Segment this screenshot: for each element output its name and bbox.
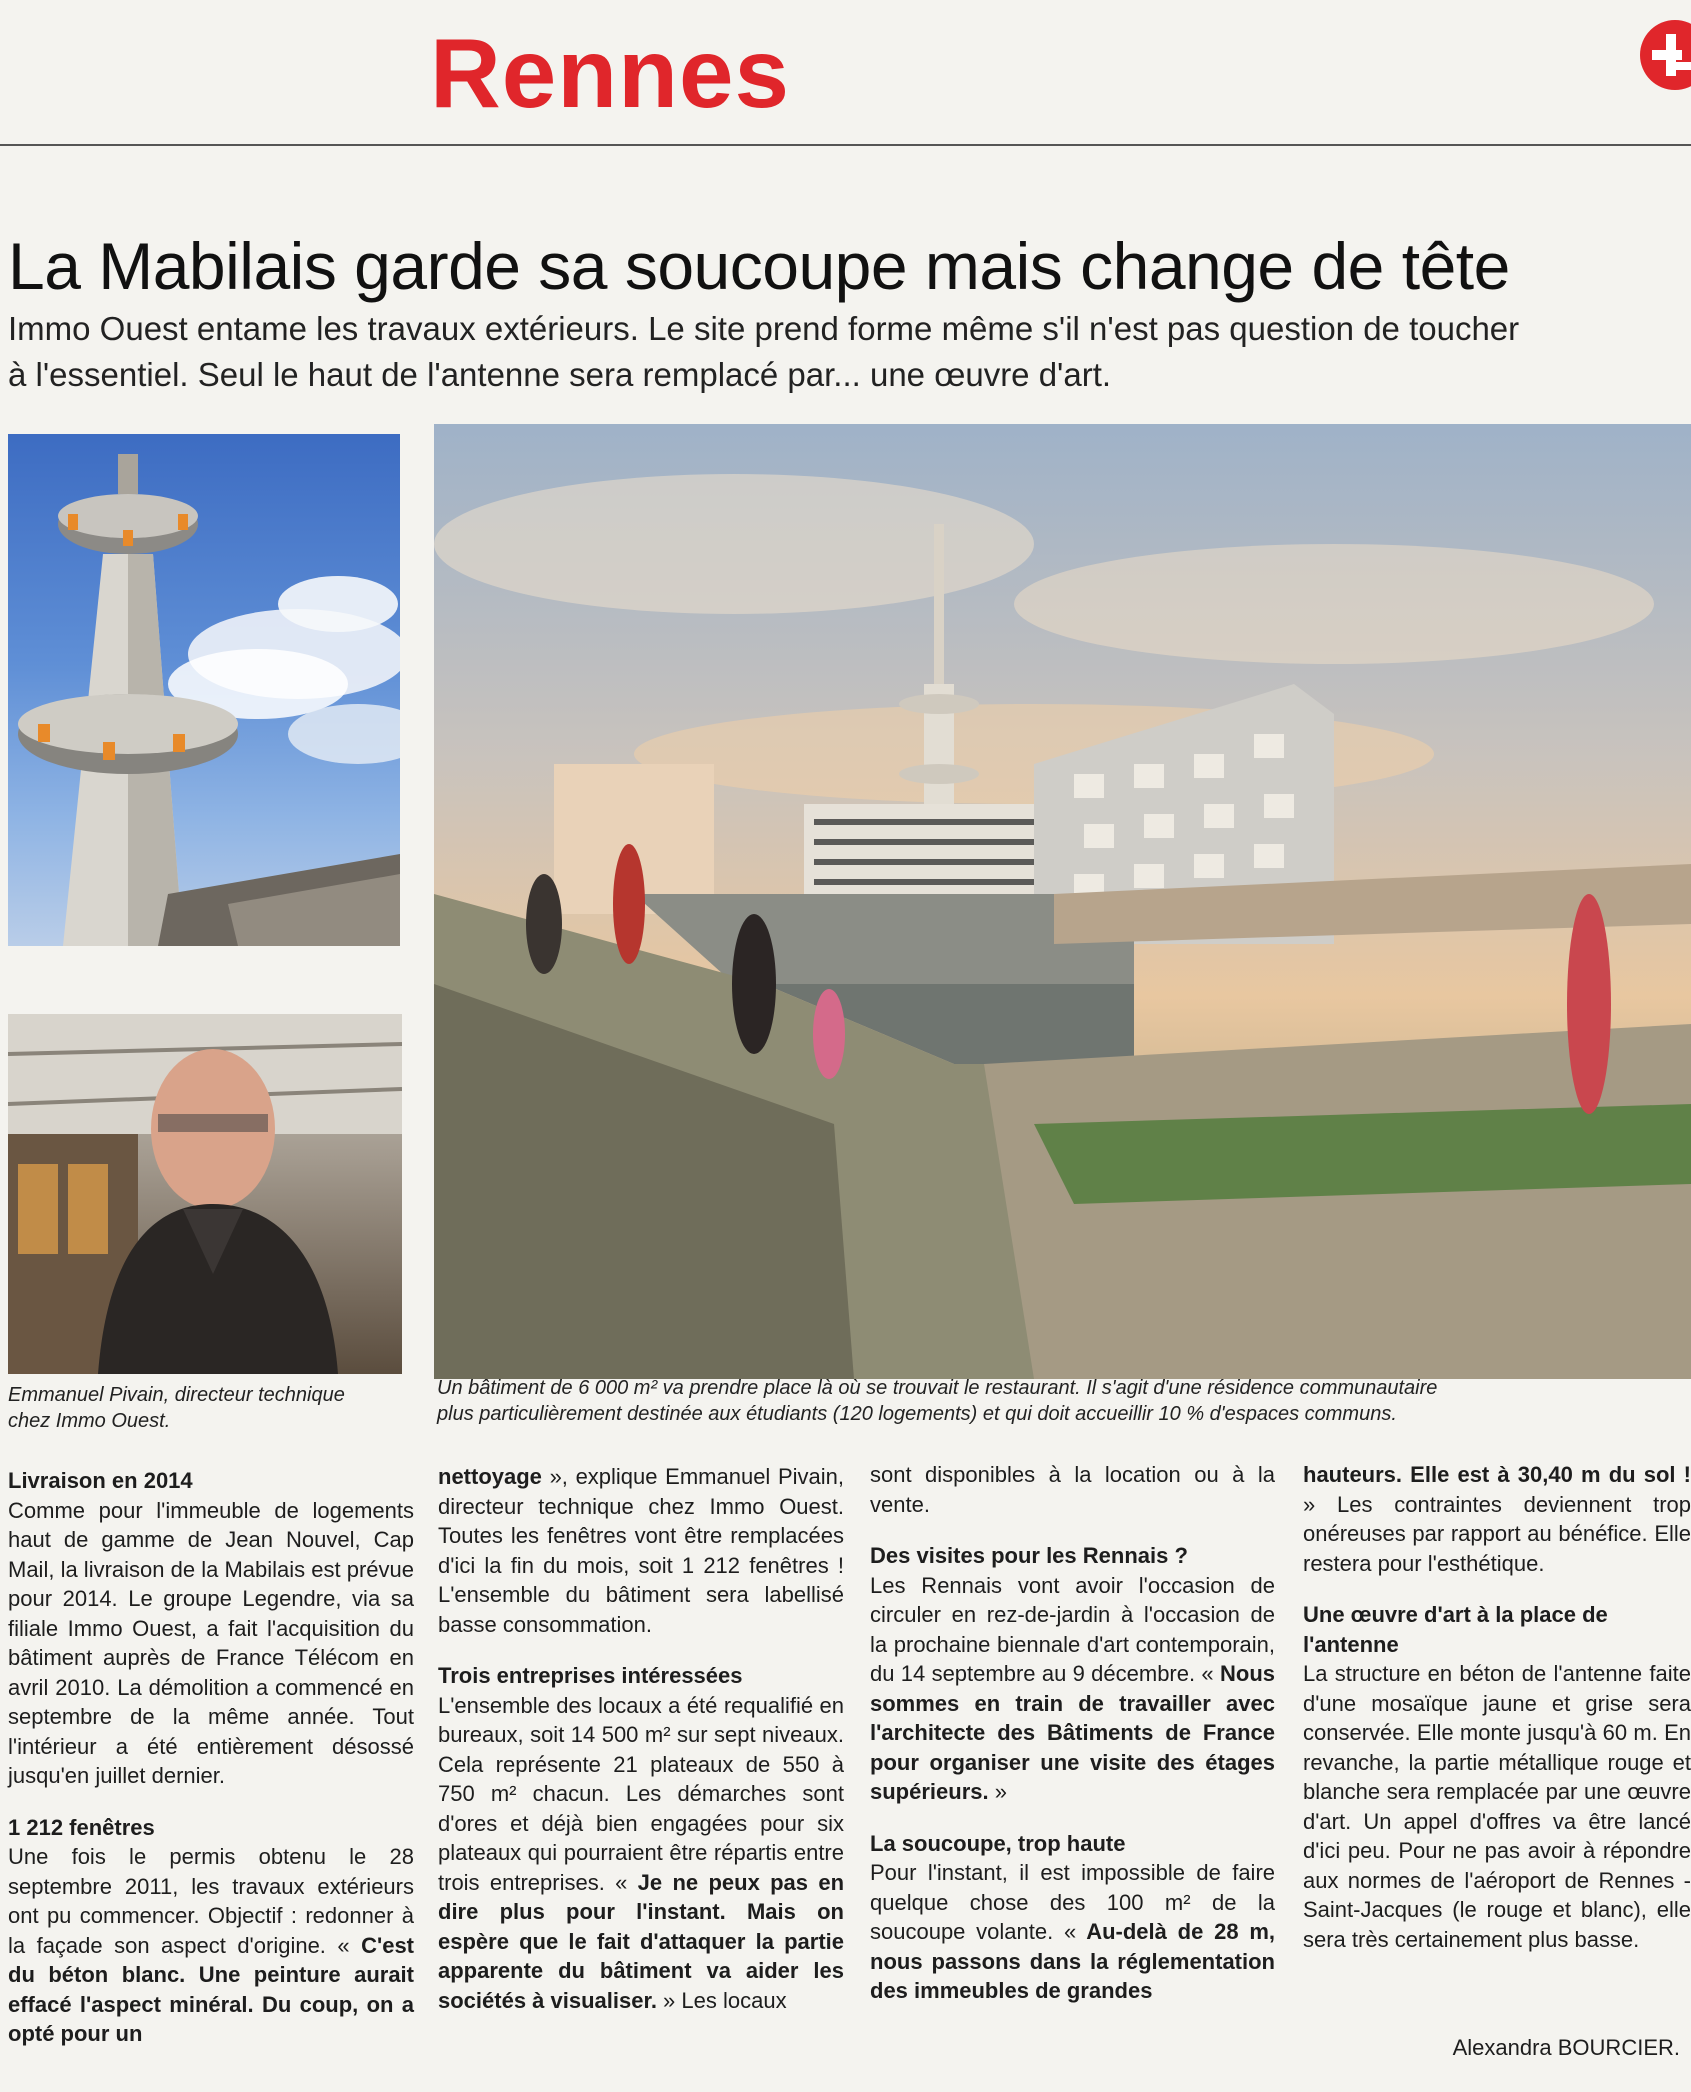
caption-line: plus particulièrement destinée aux étudiants (120 logements) et qui doit accueillir 10 % d'espaces communs. xyxy=(437,1403,1397,1425)
quote-text: C'est du béton blanc. Une peinture aurait effacé l'aspect minéral. Du coup, on a opté pour un xyxy=(8,1932,415,2046)
newspaper-logo-icon xyxy=(1640,20,1691,90)
paragraph-text: », explique Emmanuel Pivain, directeur technique chez Immo Ouest. Toutes les fenêtres vont être remplacées d'ici la fin du mois, soit 1 212 fenêtres ! L'ensemble du bâtiment sera labellisé basse consommation. xyxy=(438,1464,844,1637)
paragraph-text: Pour l'instant, il est impossible de faire quelque chose des 100 m² de la soucoupe volante. « xyxy=(870,1860,1275,1944)
paragraph xyxy=(438,1462,844,1639)
paragraph: La structure en béton de l'antenne faite d'une mosaïque jaune et grise sera conservée. Elle monte jusqu'à 60 m. En revanche, la partie métallique rouge et blanche sera remplacée par une œuvre d'art. Un appel d'offres va être lancé d'ici peu. Pour ne pas avoir à répondre aux normes de l'aéroport de Rennes - Saint-Jacques (le rouge et blanc), elle sera très certainement plus basse. xyxy=(1303,1661,1691,1952)
article-column-4 xyxy=(1303,1460,1691,1954)
article-standfirst xyxy=(8,306,1658,398)
portrait-photo xyxy=(8,1014,402,1374)
subheading: Trois entreprises intéressées xyxy=(438,1663,743,1688)
tower-photo xyxy=(8,434,400,946)
quote-text: hauteurs. Elle est à 30,40 m du sol ! xyxy=(1303,1462,1691,1487)
article-column-3 xyxy=(870,1460,1275,2006)
paragraph-text: » xyxy=(988,1779,1007,1804)
quote-text: Au-delà de 28 m, nous passons dans la réglementation des immeubles de grandes xyxy=(870,1919,1275,2003)
render-caption xyxy=(437,1375,1677,1427)
caption-line: chez Immo Ouest. xyxy=(8,1410,171,1432)
article-headline: La Mabilais garde sa soucoupe mais change de tête xyxy=(8,229,1510,303)
paragraph-text: Une fois le permis obtenu le 28 septembre 2011, les travaux extérieurs ont pu commencer. Objectif : redonner à la façade son aspect d'origine. « xyxy=(8,1844,414,1958)
subheading: Livraison en 2014 xyxy=(8,1468,193,1493)
paragraph-text: » Les locaux xyxy=(656,1987,787,2013)
subheading: La soucoupe, trop haute xyxy=(870,1830,1126,1856)
portrait-caption xyxy=(8,1382,408,1434)
header-divider xyxy=(0,144,1691,146)
paragraph-text: L'ensemble des locaux a été requalifié en bureaux, soit 14 500 m² sur sept niveaux. Cela représente 21 plateaux de 550 à 750 m² chacun. Les démarches sont d'ores et déjà bien engagées pour six plateaux qui pourraient être répartis entre trois entreprises. « xyxy=(438,1692,844,1895)
paragraph: Comme pour l'immeuble de logements haut de gamme de Jean Nouvel, Cap Mail, la livraison de la Mabilais est prévue pour 2014. Le groupe Legendre, via sa filiale Immo Ouest, a fait l'acquisition du bâtiment auprès de France Télécom en avril 2010. La démolition a commencé en septembre de la même année. Tout l'intérieur a été entièrement désossé jusqu'en juillet dernier. xyxy=(8,1497,414,1788)
paragraph xyxy=(438,1691,844,2016)
paragraph xyxy=(8,1842,414,2049)
paragraph xyxy=(870,1858,1275,2006)
quote-text: Nous sommes en train de travailler avec l'architecte des Bâtiments de France pour organiser une visite des étages supérieurs. xyxy=(870,1661,1275,1804)
paragraph: sont disponibles à la location ou à la vente. xyxy=(870,1462,1275,1517)
quote-text: nettoyage xyxy=(438,1464,542,1489)
architectural-render-photo xyxy=(434,424,1691,1379)
caption-line: Emmanuel Pivain, directeur technique xyxy=(8,1384,345,1406)
article-column-2 xyxy=(438,1462,844,2015)
caption-line: Un bâtiment de 6 000 m² va prendre place là où se trouvait le restaurant. Il s'agit d'une résidence communautaire xyxy=(437,1377,1438,1399)
subheading: 1 212 fenêtres xyxy=(8,1814,155,1840)
quote-text: Je ne peux pas en dire plus pour l'instant. Mais on espère que le fait d'attaquer la partie apparente du bâtiment va aider les sociétés à visualiser. xyxy=(438,1869,845,2013)
standfirst-line: à l'essentiel. Seul le haut de l'antenne sera remplacé par... une œuvre d'art. xyxy=(8,356,1112,393)
article-column-1 xyxy=(8,1466,414,2049)
paragraph xyxy=(1303,1460,1691,1578)
paragraph-text: Les Rennais vont avoir l'occasion de circuler en rez-de-jardin à l'occasion de la prochaine biennale d'art contemporain, du 14 septembre au 9 décembre. « xyxy=(870,1572,1275,1686)
standfirst-line: Immo Ouest entame les travaux extérieurs. Le site prend forme même s'il n'est pas question de toucher xyxy=(8,310,1520,347)
author-byline: Alexandra BOURCIER. xyxy=(1452,2035,1680,2060)
subheading: Des visites pour les Rennais ? xyxy=(870,1543,1188,1568)
paragraph xyxy=(870,1571,1275,1807)
subheading: Une œuvre d'art à la place de l'antenne xyxy=(1303,1602,1608,1657)
section-title: Rennes xyxy=(430,18,791,128)
paragraph-text: » Les contraintes deviennent trop onéreuses par rapport au bénéfice. Elle restera pour l'esthétique. xyxy=(1303,1491,1691,1576)
